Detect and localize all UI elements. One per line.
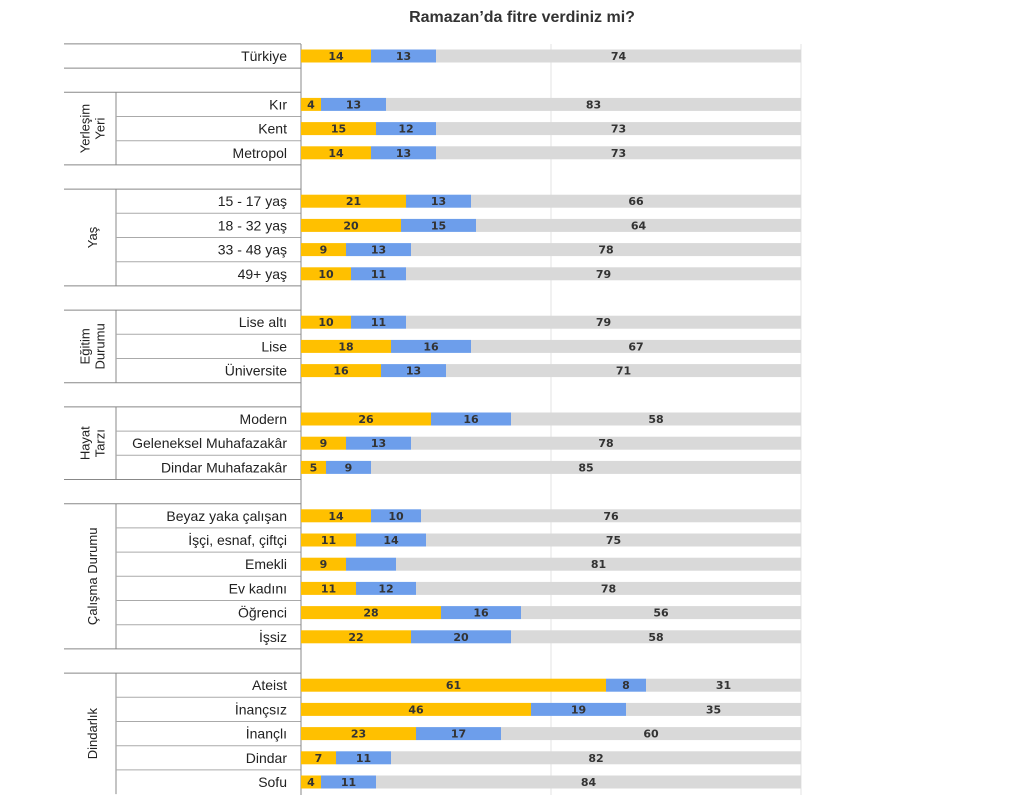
value-label-dindar-muhafazakar-series-1: 5 bbox=[309, 461, 318, 475]
value-label-universite-series-3: 71 bbox=[615, 364, 632, 378]
row-label-issiz: İşsiz bbox=[259, 628, 287, 645]
row-label-beyaz-yaka-calisan: Beyaz yaka çalışan bbox=[166, 507, 287, 524]
value-label-33-48-yas-series-2: 13 bbox=[370, 243, 387, 257]
value-label-isci-esnaf-ciftci-series-3: 75 bbox=[605, 534, 622, 547]
value-label-isci-esnaf-ciftci-series-2: 14 bbox=[383, 534, 399, 547]
value-label-15-17-yas-series-1: 21 bbox=[345, 195, 362, 209]
value-label-kir-series-3: 83 bbox=[585, 98, 602, 112]
value-label-inancli-series-1: 23 bbox=[350, 727, 367, 741]
value-label-turkiye-series-2: 13 bbox=[395, 50, 412, 63]
value-label-beyaz-yaka-calisan-series-2: 10 bbox=[388, 509, 404, 523]
value-label-inancsiz-series-3: 35 bbox=[705, 703, 722, 717]
row-label-universite: Üniversite bbox=[224, 362, 287, 379]
row-label-dindar: Dindar bbox=[245, 749, 287, 766]
value-label-sofu-series-3: 84 bbox=[580, 776, 597, 789]
row-label-kir: Kır bbox=[269, 96, 287, 113]
value-label-issiz-series-1: 22 bbox=[348, 630, 364, 644]
value-label-beyaz-yaka-calisan-series-3: 76 bbox=[603, 509, 619, 523]
row-label-18-32-yas: 18 - 32 yaş bbox=[217, 217, 287, 234]
row-label-kent: Kent bbox=[258, 120, 287, 137]
value-label-isci-esnaf-ciftci-series-1: 11 bbox=[320, 534, 337, 547]
value-label-ev-kadini-series-2: 12 bbox=[378, 582, 394, 596]
value-label-modern-series-3: 58 bbox=[648, 413, 664, 426]
value-label-geleneksel-muhafazakar-series-1: 9 bbox=[319, 437, 328, 451]
value-label-turkiye-series-1: 14 bbox=[328, 50, 344, 63]
value-label-universite-series-2: 13 bbox=[405, 364, 422, 378]
row-label-inancsiz: İnançsız bbox=[234, 701, 287, 718]
value-label-geleneksel-muhafazakar-series-2: 13 bbox=[370, 437, 387, 451]
row-label-lise: Lise bbox=[261, 338, 287, 355]
value-label-inancsiz-series-1: 46 bbox=[408, 703, 424, 717]
group-label-line: Çalışma Durumu bbox=[85, 527, 100, 626]
value-label-ogrenci-series-3: 56 bbox=[653, 606, 669, 620]
row-label-turkiye: Türkiye bbox=[241, 48, 287, 64]
row-label-sofu: Sofu bbox=[258, 774, 287, 790]
group-label-line: Durumu bbox=[92, 323, 108, 370]
row-label-33-48-yas: 33 - 48 yaş bbox=[217, 241, 287, 258]
value-label-18-32-yas-series-3: 64 bbox=[630, 219, 647, 233]
row-label-ogrenci: Öğrenci bbox=[237, 604, 287, 621]
value-label-kent-series-1: 15 bbox=[330, 122, 347, 136]
value-label-dindar-muhafazakar-series-2: 9 bbox=[344, 461, 353, 475]
value-label-33-48-yas-series-3: 78 bbox=[598, 243, 614, 257]
group-label-line: Hayat bbox=[77, 426, 93, 461]
value-label-sofu-series-1: 4 bbox=[307, 776, 315, 789]
group-label-line: Eğitim bbox=[77, 328, 93, 365]
value-label-ateist-series-1: 61 bbox=[445, 679, 462, 693]
chart-title: Ramazan’da fitre verdiniz mi? bbox=[409, 9, 635, 26]
row-label-dindar-muhafazakar: Dindar Muhafazakâr bbox=[160, 459, 287, 476]
value-label-lise-alti-series-3: 79 bbox=[595, 316, 612, 330]
value-label-18-32-yas-series-2: 15 bbox=[430, 219, 447, 233]
value-label-inancli-series-3: 60 bbox=[643, 727, 659, 741]
value-label-dindar-series-1: 7 bbox=[314, 751, 323, 765]
value-label-lise-series-1: 18 bbox=[338, 340, 354, 354]
value-label-inancli-series-2: 17 bbox=[450, 727, 467, 741]
group-label-line: Yaş bbox=[85, 226, 100, 249]
value-label-geleneksel-muhafazakar-series-3: 78 bbox=[598, 437, 614, 451]
value-label-ateist-series-2: 8 bbox=[622, 679, 630, 693]
value-label-ev-kadini-series-3: 78 bbox=[600, 582, 617, 596]
row-label-ev-kadini: Ev kadını bbox=[228, 580, 287, 597]
row-label-15-17-yas: 15 - 17 yaş bbox=[217, 193, 287, 210]
value-label-49-yas-series-3: 79 bbox=[595, 267, 612, 281]
value-label-ogrenci-series-1: 28 bbox=[363, 606, 379, 620]
group-label-line: Tarzı bbox=[92, 429, 108, 458]
value-label-metropol-series-3: 73 bbox=[610, 146, 627, 160]
value-label-dindar-series-2: 11 bbox=[355, 751, 372, 765]
group-label-dindarlik bbox=[85, 707, 100, 759]
value-label-ateist-series-3: 31 bbox=[715, 679, 732, 693]
group-label-line: Yeri bbox=[92, 117, 108, 140]
row-label-geleneksel-muhafazakar: Geleneksel Muhafazakâr bbox=[132, 435, 287, 452]
value-label-lise-alti-series-2: 11 bbox=[370, 316, 387, 330]
value-label-modern-series-1: 26 bbox=[358, 413, 374, 426]
value-label-beyaz-yaka-calisan-series-1: 14 bbox=[328, 509, 344, 523]
value-label-inancsiz-series-2: 19 bbox=[570, 703, 587, 717]
row-label-isci-esnaf-ciftci: İşçi, esnaf, çiftçi bbox=[188, 532, 287, 548]
group-label-calisma-durumu bbox=[85, 528, 100, 626]
value-label-kir-series-2: 13 bbox=[345, 98, 362, 112]
value-label-issiz-series-3: 58 bbox=[648, 630, 664, 644]
value-label-universite-series-1: 16 bbox=[333, 364, 349, 378]
bar-emekli-series-2 bbox=[346, 558, 396, 571]
group-label-hayat-tarzi bbox=[78, 426, 108, 460]
value-label-metropol-series-2: 13 bbox=[395, 146, 412, 160]
value-label-kir-series-1: 4 bbox=[307, 98, 315, 112]
row-label-modern: Modern bbox=[239, 411, 287, 427]
value-label-emekli-series-1: 9 bbox=[319, 558, 328, 572]
value-label-issiz-series-2: 20 bbox=[453, 630, 469, 644]
value-label-18-32-yas-series-1: 20 bbox=[343, 219, 359, 233]
row-label-49-yas: 49+ yaş bbox=[237, 265, 287, 282]
row-label-inancli: İnançlı bbox=[245, 725, 287, 742]
row-label-lise-alti: Lise altı bbox=[238, 314, 287, 331]
value-label-49-yas-series-1: 10 bbox=[318, 267, 334, 281]
value-label-ogrenci-series-2: 16 bbox=[473, 606, 489, 620]
value-label-33-48-yas-series-1: 9 bbox=[319, 243, 328, 257]
group-label-egitim-durumu bbox=[78, 323, 108, 369]
value-label-turkiye-series-3: 74 bbox=[610, 50, 627, 63]
group-label-yerlesim-yeri bbox=[77, 104, 107, 153]
value-label-kent-series-2: 12 bbox=[398, 122, 414, 136]
value-label-lise-series-2: 16 bbox=[423, 340, 439, 354]
row-label-ateist: Ateist bbox=[251, 677, 287, 694]
value-label-modern-series-2: 16 bbox=[463, 413, 479, 426]
value-label-metropol-series-1: 14 bbox=[328, 146, 344, 160]
value-label-kent-series-3: 73 bbox=[610, 122, 627, 136]
value-label-dindar-series-3: 82 bbox=[588, 751, 604, 765]
value-label-15-17-yas-series-2: 13 bbox=[430, 195, 447, 209]
value-label-dindar-muhafazakar-series-3: 85 bbox=[578, 461, 594, 475]
value-label-15-17-yas-series-3: 66 bbox=[628, 195, 644, 209]
value-label-sofu-series-2: 11 bbox=[340, 776, 357, 789]
row-label-metropol: Metropol bbox=[232, 144, 287, 161]
group-label-yas bbox=[85, 226, 100, 248]
value-label-49-yas-series-2: 11 bbox=[370, 267, 387, 281]
group-label-line: Dindarlık bbox=[85, 707, 100, 760]
row-label-emekli: Emekli bbox=[244, 556, 287, 573]
value-label-emekli-series-3: 81 bbox=[590, 558, 607, 572]
group-label-line: Yerleşim bbox=[77, 103, 93, 154]
value-label-lise-series-3: 67 bbox=[628, 340, 644, 354]
value-label-ev-kadini-series-1: 11 bbox=[320, 582, 337, 596]
value-label-lise-alti-series-1: 10 bbox=[318, 316, 334, 330]
